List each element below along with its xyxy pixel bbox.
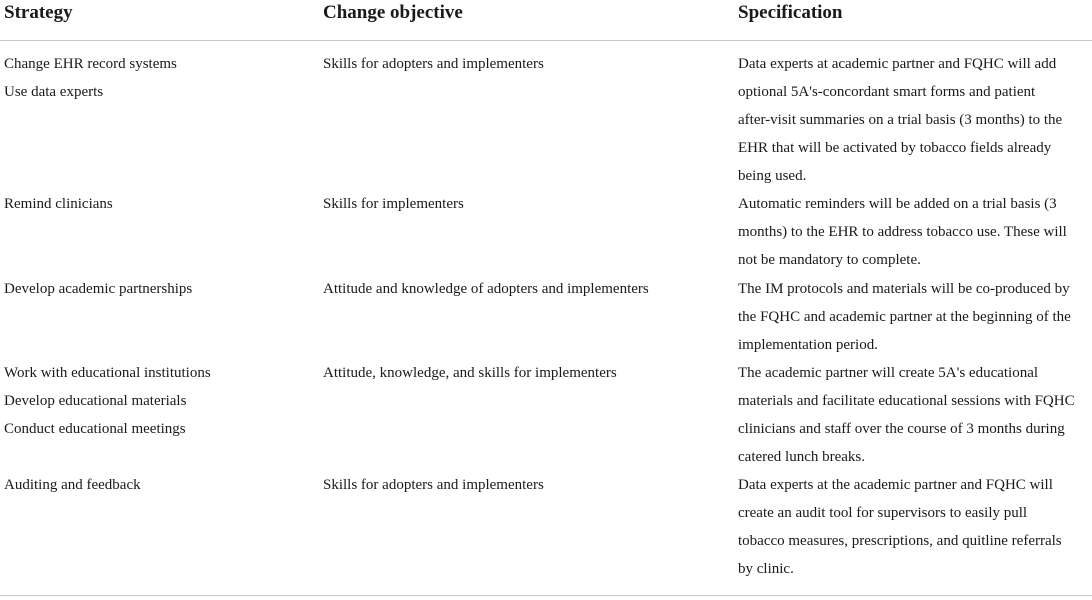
cell-specification xyxy=(738,471,1090,583)
cell-change-objective: Skills for adopters and implementers xyxy=(323,477,544,493)
specification-line: Data experts at the academic partner and FQHC will xyxy=(738,477,1053,493)
header-specification: Specification xyxy=(738,2,843,23)
specification-line: Automatic reminders will be added on a trial basis (3 xyxy=(738,196,1057,212)
strategy-line: Remind clinicians xyxy=(4,196,113,212)
specification-line: not be mandatory to complete. xyxy=(738,252,921,268)
cell-specification xyxy=(738,275,1090,359)
specification-line: The academic partner will create 5A's educational xyxy=(738,365,1039,381)
cell-strategy xyxy=(4,275,304,303)
cell-strategy xyxy=(4,50,304,106)
specification-line: implementation period. xyxy=(738,337,878,353)
cell-strategy xyxy=(4,190,304,218)
header-change-objective: Change objective xyxy=(323,2,463,23)
strategy-line: Use data experts xyxy=(4,84,104,100)
specification-line: by clinic. xyxy=(738,561,794,577)
specification-line: tobacco measures, prescriptions, and quitline referrals xyxy=(738,533,1062,549)
specification-line: create an audit tool for supervisors to easily pull xyxy=(738,505,1028,521)
cell-specification xyxy=(738,50,1090,190)
specification-line: months) to the EHR to address tobacco use. These will xyxy=(738,224,1067,240)
cell-change-objective: Skills for adopters and implementers xyxy=(323,56,544,72)
cell-specification xyxy=(738,190,1090,274)
specification-line: Data experts at academic partner and FQHC will add xyxy=(738,56,1057,72)
specification-line: optional 5A's-concordant smart forms and patient xyxy=(738,84,1036,100)
strategy-line: Work with educational institutions xyxy=(4,365,211,381)
specification-line: materials and facilitate educational sessions with FQHC xyxy=(738,393,1075,409)
specification-line: after-visit summaries on a trial basis (3 months) to the xyxy=(738,112,1063,128)
specification-line: being used. xyxy=(738,168,807,184)
table-header xyxy=(0,0,1092,41)
table-bottom-rule xyxy=(0,595,1092,596)
strategy-line: Change EHR record systems xyxy=(4,56,177,72)
strategy-line: Develop academic partnerships xyxy=(4,281,193,297)
specification-line: The IM protocols and materials will be co-produced by xyxy=(738,281,1070,297)
specification-line: the FQHC and academic partner at the beginning of the xyxy=(738,309,1071,325)
specification-line: clinicians and staff over the course of 3 months during xyxy=(738,421,1065,437)
cell-change-objective: Attitude and knowledge of adopters and implementers xyxy=(323,281,649,297)
cell-change-objective: Skills for implementers xyxy=(323,196,464,212)
specification-line: EHR that will be activated by tobacco fields already xyxy=(738,140,1052,156)
cell-specification xyxy=(738,359,1090,471)
strategy-line: Auditing and feedback xyxy=(4,477,141,493)
cell-strategy xyxy=(4,359,304,443)
strategy-line: Conduct educational meetings xyxy=(4,421,186,437)
cell-change-objective: Attitude, knowledge, and skills for implementers xyxy=(323,365,617,381)
strategy-line: Develop educational materials xyxy=(4,393,187,409)
specification-line: catered lunch breaks. xyxy=(738,449,866,465)
cell-strategy xyxy=(4,471,304,499)
header-strategy: Strategy xyxy=(4,2,73,23)
